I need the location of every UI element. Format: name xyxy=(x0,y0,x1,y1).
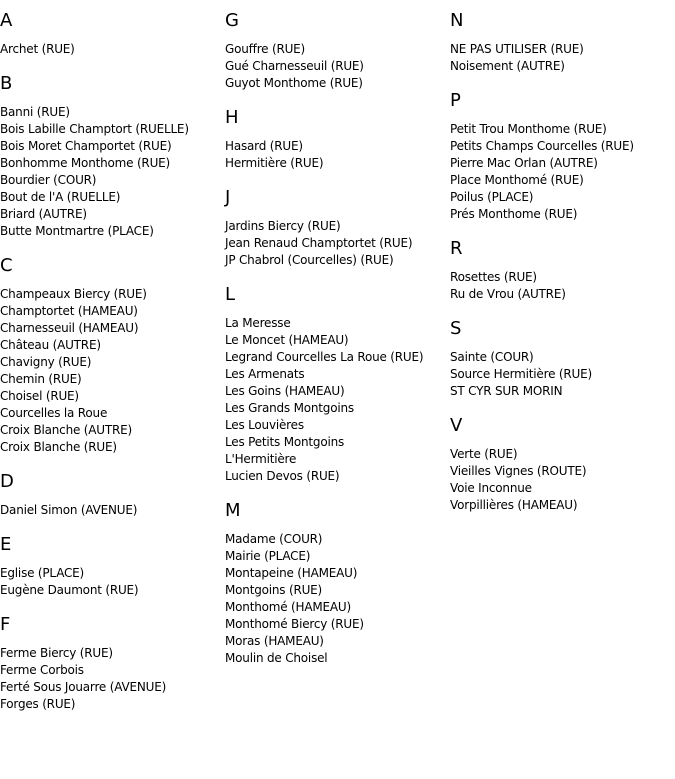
street-link[interactable]: Vorpillières (HAMEAU) xyxy=(450,498,578,512)
letter-heading: M xyxy=(225,500,241,521)
street-list xyxy=(0,41,220,58)
street-link[interactable]: Monthomé Biercy (RUE) xyxy=(225,617,364,631)
street-link[interactable]: Croix Blanche (RUE) xyxy=(0,440,117,454)
letter-heading: L xyxy=(225,284,236,305)
street-index-column-3 xyxy=(450,10,670,529)
street-link[interactable]: Poilus (PLACE) xyxy=(450,190,534,204)
street-link[interactable]: Les Petits Montgoins xyxy=(225,435,345,449)
street-link[interactable]: Bois Labille Champtort (RUELLE) xyxy=(0,122,189,136)
letter-group-r xyxy=(450,238,670,303)
street-list xyxy=(0,104,220,240)
street-link[interactable]: Mairie (PLACE) xyxy=(225,549,311,563)
street-link[interactable]: L'Hermitière xyxy=(225,452,297,466)
street-link[interactable]: Hasard (RUE) xyxy=(225,139,303,153)
letter-group-m xyxy=(225,500,445,667)
street-link[interactable]: Le Moncet (HAMEAU) xyxy=(225,333,349,347)
street-link[interactable]: Les Grands Montgoins xyxy=(225,401,354,415)
street-link[interactable]: Madame (COUR) xyxy=(225,532,323,546)
street-link[interactable]: Pierre Mac Orlan (AUTRE) xyxy=(450,156,598,170)
street-list xyxy=(225,218,445,269)
street-link[interactable]: Croix Blanche (AUTRE) xyxy=(0,423,132,437)
street-link[interactable]: Butte Montmartre (PLACE) xyxy=(0,224,154,238)
letter-group-g xyxy=(225,10,445,92)
letter-heading: C xyxy=(0,255,13,276)
street-link[interactable]: Eugène Daumont (RUE) xyxy=(0,583,139,597)
street-link[interactable]: Hermitière (RUE) xyxy=(225,156,324,170)
street-link[interactable]: Château (AUTRE) xyxy=(0,338,101,352)
street-link[interactable]: Les Louvières xyxy=(225,418,304,432)
street-link[interactable]: Place Monthomé (RUE) xyxy=(450,173,584,187)
letter-heading: R xyxy=(450,238,463,259)
street-list xyxy=(450,446,670,514)
street-link[interactable]: Champeaux Biercy (RUE) xyxy=(0,287,147,301)
street-link[interactable]: Noisement (AUTRE) xyxy=(450,59,565,73)
street-list xyxy=(225,138,445,172)
street-link[interactable]: Voie Inconnue xyxy=(450,481,532,495)
letter-group-l xyxy=(225,284,445,485)
street-link[interactable]: Gué Charnesseuil (RUE) xyxy=(225,59,364,73)
letter-heading: S xyxy=(450,318,462,339)
letter-group-p xyxy=(450,90,670,223)
street-link[interactable]: Ferté Sous Jouarre (AVENUE) xyxy=(0,680,167,694)
street-list xyxy=(0,565,220,599)
street-link[interactable]: Choisel (RUE) xyxy=(0,389,79,403)
street-link[interactable]: Bout de l'A (RUELLE) xyxy=(0,190,121,204)
letter-heading: A xyxy=(0,10,13,31)
street-link[interactable]: Gouffre (RUE) xyxy=(225,42,306,56)
street-link[interactable]: Petit Trou Monthome (RUE) xyxy=(450,122,607,136)
street-list xyxy=(0,645,220,713)
letter-heading: D xyxy=(0,471,14,492)
street-list xyxy=(225,41,445,92)
street-link[interactable]: Les Armenats xyxy=(225,367,305,381)
letter-group-s xyxy=(450,318,670,400)
street-list xyxy=(0,502,220,519)
street-link[interactable]: ST CYR SUR MORIN xyxy=(450,384,563,398)
street-link[interactable]: Banni (RUE) xyxy=(0,105,70,119)
street-list xyxy=(450,349,670,400)
letter-heading: J xyxy=(225,187,231,208)
street-link[interactable]: Jean Renaud Champtortet (RUE) xyxy=(225,236,413,250)
street-list xyxy=(450,269,670,303)
letter-heading: E xyxy=(0,534,12,555)
street-list xyxy=(225,315,445,485)
letter-heading: V xyxy=(450,415,463,436)
street-link[interactable]: Briard (AUTRE) xyxy=(0,207,87,221)
street-link[interactable]: Ferme Corbois xyxy=(0,663,84,677)
street-link[interactable]: Rosettes (RUE) xyxy=(450,270,537,284)
street-link[interactable]: Source Hermitière (RUE) xyxy=(450,367,592,381)
street-link[interactable]: Champtortet (HAMEAU) xyxy=(0,304,138,318)
street-index-column-2 xyxy=(225,10,445,682)
street-list xyxy=(450,41,670,75)
street-link[interactable]: Montgoins (RUE) xyxy=(225,583,323,597)
street-link[interactable]: Lucien Devos (RUE) xyxy=(225,469,340,483)
street-link[interactable]: Sainte (COUR) xyxy=(450,350,534,364)
street-link[interactable]: Monthomé (HAMEAU) xyxy=(225,600,351,614)
street-link[interactable]: Moulin de Choisel xyxy=(225,651,328,665)
street-index-column-1 xyxy=(0,10,220,728)
street-link[interactable]: Chemin (RUE) xyxy=(0,372,82,386)
street-link[interactable]: Chavigny (RUE) xyxy=(0,355,92,369)
letter-heading: B xyxy=(0,73,13,94)
letter-group-e xyxy=(0,534,220,599)
letter-heading: F xyxy=(0,614,11,635)
street-list xyxy=(225,531,445,667)
letter-group-v xyxy=(450,415,670,514)
street-link[interactable]: Jardins Biercy (RUE) xyxy=(225,219,341,233)
letter-heading: P xyxy=(450,90,461,111)
street-link[interactable]: Courcelles la Roue xyxy=(0,406,108,420)
letter-group-f xyxy=(0,614,220,713)
street-link[interactable]: Guyot Monthome (RUE) xyxy=(225,76,363,90)
street-link[interactable]: Bonhomme Monthome (RUE) xyxy=(0,156,171,170)
street-link[interactable]: NE PAS UTILISER (RUE) xyxy=(450,42,584,56)
letter-heading: H xyxy=(225,107,239,128)
street-link[interactable]: La Meresse xyxy=(225,316,291,330)
street-link[interactable]: Vieilles Vignes (ROUTE) xyxy=(450,464,587,478)
street-list xyxy=(0,286,220,456)
letter-heading: G xyxy=(225,10,239,31)
street-link[interactable]: Charnesseuil (HAMEAU) xyxy=(0,321,139,335)
street-link[interactable]: Daniel Simon (AVENUE) xyxy=(0,503,138,517)
letter-heading: N xyxy=(450,10,464,31)
street-link[interactable]: Legrand Courcelles La Roue (RUE) xyxy=(225,350,424,364)
street-link[interactable]: Bois Moret Champortet (RUE) xyxy=(0,139,172,153)
street-link[interactable]: Montapeine (HAMEAU) xyxy=(225,566,358,580)
street-link[interactable]: Forges (RUE) xyxy=(0,697,76,711)
street-link[interactable]: Ferme Biercy (RUE) xyxy=(0,646,113,660)
street-link[interactable]: JP Chabrol (Courcelles) (RUE) xyxy=(225,253,394,267)
street-link[interactable]: Prés Monthome (RUE) xyxy=(450,207,578,221)
street-link[interactable]: Petits Champs Courcelles (RUE) xyxy=(450,139,634,153)
street-list xyxy=(450,121,670,223)
street-link[interactable]: Eglise (PLACE) xyxy=(0,566,85,580)
letter-group-b xyxy=(0,73,220,240)
letter-group-c xyxy=(0,255,220,456)
letter-group-n xyxy=(450,10,670,75)
street-link[interactable]: Archet (RUE) xyxy=(0,42,75,56)
letter-group-h xyxy=(225,107,445,172)
letter-group-d xyxy=(0,471,220,519)
street-link[interactable]: Bourdier (COUR) xyxy=(0,173,97,187)
letter-group-a xyxy=(0,10,220,58)
street-link[interactable]: Verte (RUE) xyxy=(450,447,518,461)
letter-group-j xyxy=(225,187,445,269)
street-link[interactable]: Les Goins (HAMEAU) xyxy=(225,384,345,398)
street-link[interactable]: Ru de Vrou (AUTRE) xyxy=(450,287,566,301)
street-link[interactable]: Moras (HAMEAU) xyxy=(225,634,324,648)
